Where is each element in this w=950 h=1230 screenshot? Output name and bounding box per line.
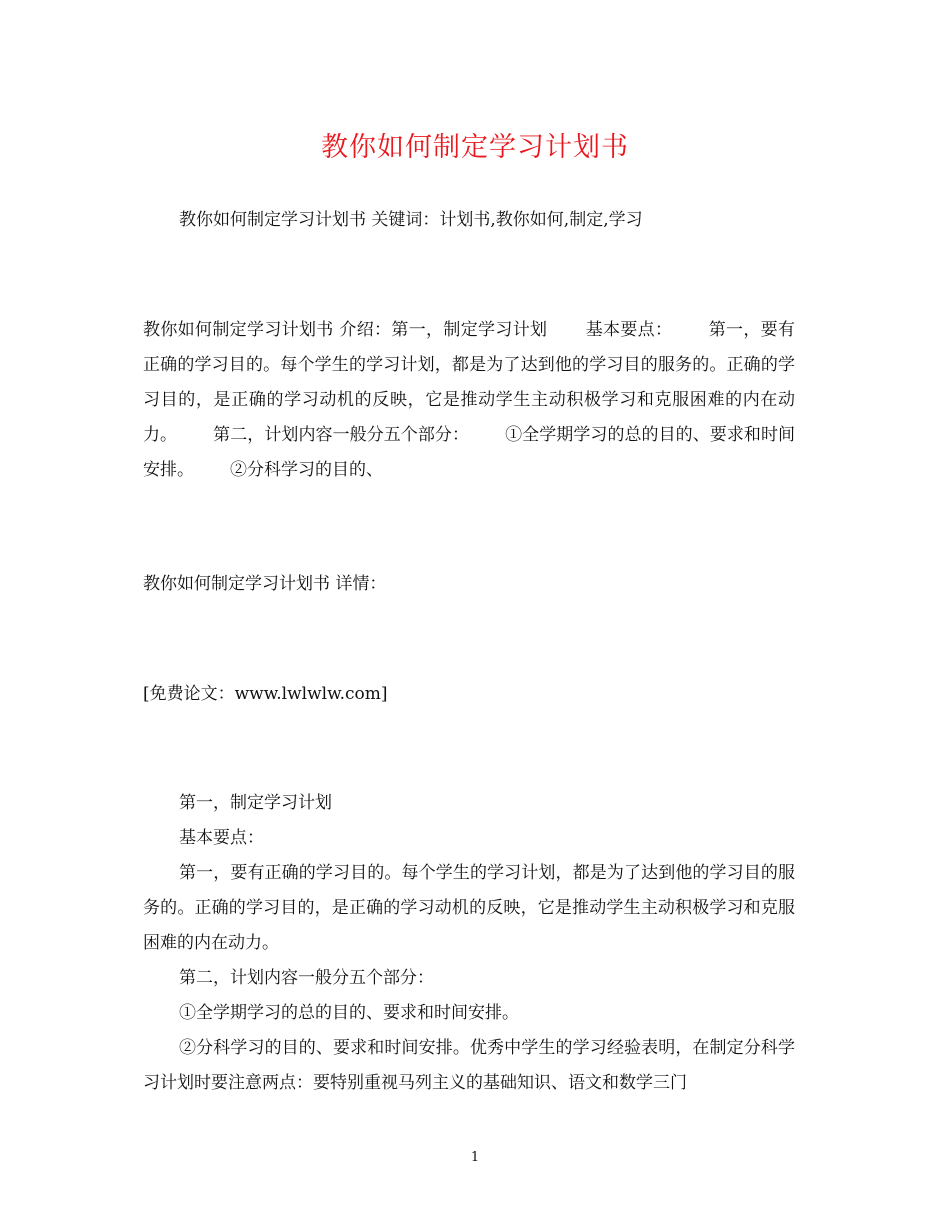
- intro-part-2: 基本要点：: [585, 320, 673, 340]
- body-paragraph: 第二，计划内容一般分五个部分：: [179, 968, 434, 988]
- intro-part-4: 第二，计划内容一般分五个部分：: [213, 425, 470, 445]
- body-paragraph: 第一，要有正确的学习目的。每个学生的学习计划，都是为了达到他的学习目的服务的。正确的学习目的，是正确的学习动机的反映，它是推动学生主动积极学习和克服困难的内在动力。: [143, 863, 795, 953]
- source-link-text: [免费论文：www.lwlwlw.com]: [143, 684, 388, 704]
- intro-part-5: ①全学期学习的总的目的、要求和时间安排。: [143, 425, 796, 480]
- page-number: 1: [470, 1150, 480, 1165]
- keywords-line: 教你如何制定学习计划书 关键词：计划书,教你如何,制定,学习: [179, 210, 643, 230]
- intro-part-1: 教你如何制定学习计划书 介绍：第一，制定学习计划: [143, 320, 548, 340]
- document-title: 教你如何制定学习计划书: [321, 132, 629, 163]
- details-label: 教你如何制定学习计划书 详情：: [143, 574, 387, 594]
- body-paragraph: 基本要点：: [179, 828, 264, 848]
- body-paragraph: ①全学期学习的总的目的、要求和时间安排。: [179, 1003, 519, 1023]
- body-paragraph: ②分科学习的目的、要求和时间安排。优秀中学生的学习经验表明，在制定分科学习计划时要注意两点：要特别重视马列主义的基础知识、语文和数学三门: [143, 1038, 795, 1093]
- intro-paragraph: [143, 313, 795, 488]
- intro-part-3: 第一，要有正确的学习目的。每个学生的学习计划，都是为了达到他的学习目的服务的。正确的学习目的，是正确的学习动机的反映，它是推动学生主动积极学习和克服困难的内在动力。: [143, 320, 796, 445]
- body-paragraph: 第一，制定学习计划: [179, 793, 332, 813]
- intro-part-6: ②分科学习的目的、: [230, 460, 383, 480]
- body-text: [143, 786, 795, 1101]
